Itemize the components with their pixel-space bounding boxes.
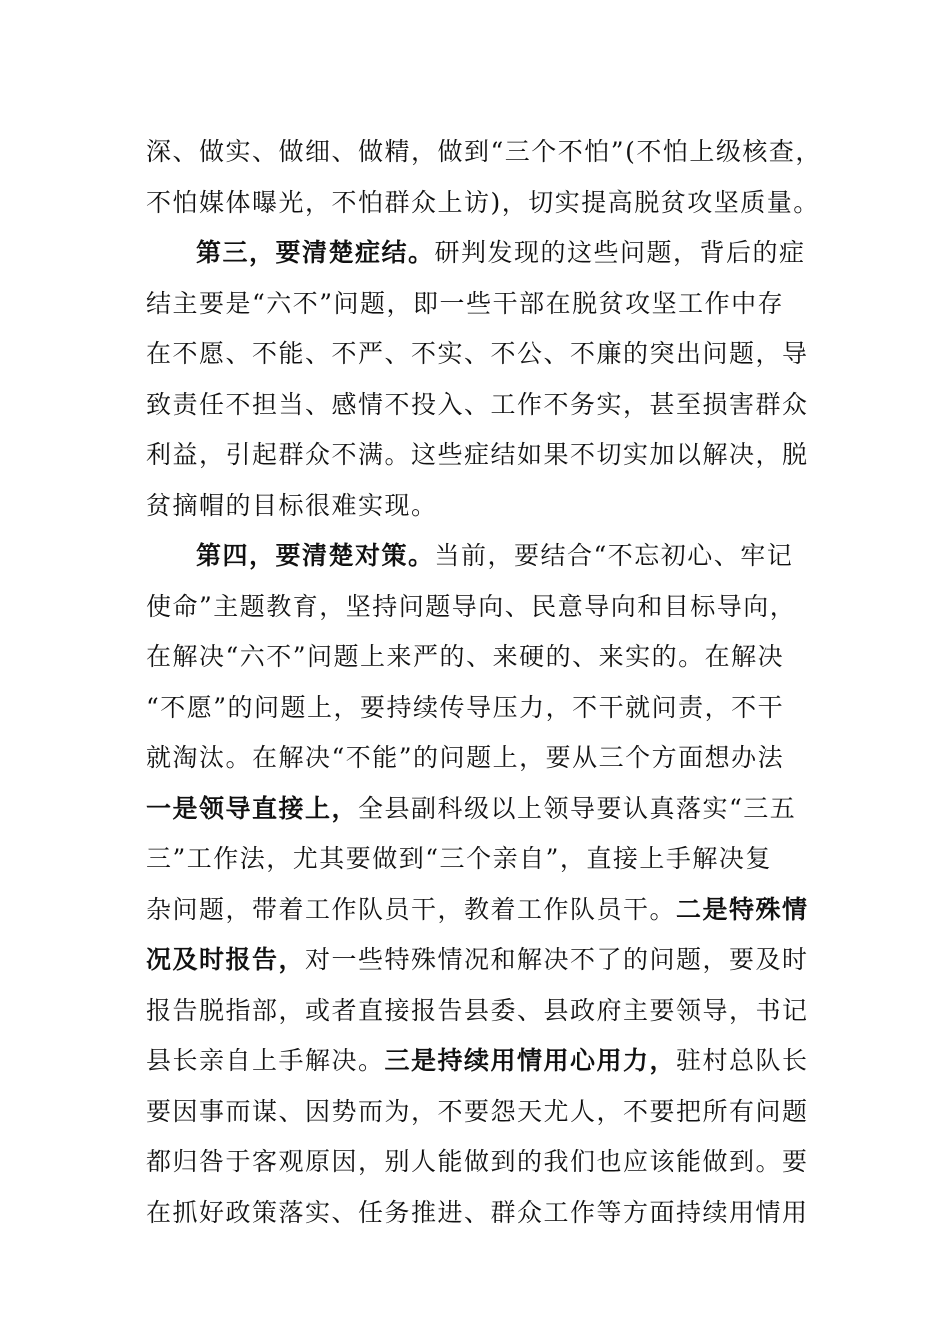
text-line: [146, 834, 806, 885]
text-segment: 对一些特殊情况和解决不了的问题，要及时: [305, 945, 809, 974]
text-line: [146, 683, 806, 734]
text-line: [146, 1188, 809, 1239]
text-line: [146, 531, 806, 582]
text-segment: 就淘汰。在解决“不能”的问题上，要从三个方面想办法: [146, 743, 785, 772]
text-segment: 使命”主题教育，坚持问题导向、民意导向和目标导向，: [146, 591, 797, 621]
text-segment: 都归咎于客观原因，别人能做到的我们也应该能做到。要: [146, 1147, 809, 1176]
text-line: [146, 481, 806, 532]
text-segment: 报告脱指部，或者直接报告县委、县政府主要领导，书记: [146, 995, 809, 1025]
text-segment: “不愿”的问题上，要持续传导压力，不干就问责，不干: [146, 692, 785, 722]
text-line: [146, 885, 809, 936]
text-line: [146, 380, 809, 431]
text-segment: 致责任不担当、感情不投入、工作不务实，甚至损害群众: [146, 389, 809, 419]
section-heading: 第三，要清楚症结。: [196, 238, 435, 267]
text-segment: 贫摘帽的目标很难实现。: [146, 490, 438, 520]
text-segment: 当前，要结合“不忘初心、牢记: [434, 541, 794, 570]
text-segment: 要因事而谋、因势而为，不要怨天尤人，不要把所有问题: [146, 1096, 809, 1126]
text-line: [146, 986, 809, 1037]
text-segment: 三”工作法，尤其要做到“三个亲自”，直接上手解决复: [146, 844, 772, 873]
text-segment: 深、做实、做细、做精，做到“三个不怕”(不怕上级核查，: [146, 137, 822, 166]
emphasis-phrase: 况及时报告，: [146, 945, 306, 974]
text-line: [146, 127, 822, 178]
text-line: [146, 632, 806, 683]
text-line: [146, 935, 809, 986]
emphasis-phrase: 三是持续用情用心用力，: [384, 1046, 677, 1075]
text-line: [146, 329, 809, 380]
text-line: [146, 1137, 809, 1188]
emphasis-phrase: 二是特殊情: [676, 894, 809, 924]
text-line: [146, 1087, 809, 1138]
emphasis-phrase: 一是领导直接上，: [146, 793, 359, 823]
text-segment: 利益，引起群众不满。这些症结如果不切实加以解决，脱: [146, 440, 809, 469]
text-segment: 驻村总队长: [676, 1046, 809, 1075]
text-segment: 研判发现的这些问题，背后的症: [434, 238, 806, 267]
text-line: [146, 178, 820, 229]
text-line: [146, 784, 806, 835]
text-line: [146, 582, 806, 633]
text-segment: 在不愿、不能、不严、不实、不公、不廉的突出问题，导: [146, 339, 809, 368]
text-line: [146, 228, 806, 279]
section-heading: 第四，要清楚对策。: [196, 541, 435, 570]
text-line: [146, 279, 806, 330]
text-segment: 在解决“六不”问题上来严的、来硬的、来实的。在解决: [146, 642, 785, 671]
text-segment: 在抓好政策落实、任务推进、群众工作等方面持续用情用: [146, 1197, 809, 1227]
body-text: [146, 127, 822, 1238]
text-segment: 全县副科级以上领导要认真落实“三五: [358, 793, 797, 823]
text-segment: 结主要是“六不”问题，即一些干部在脱贫攻坚工作中存: [146, 288, 785, 318]
text-line: [146, 733, 806, 784]
text-segment: 杂问题，带着工作队员干，教着工作队员干。: [146, 894, 677, 924]
text-segment: 县长亲自上手解决。: [146, 1046, 385, 1075]
text-line: [146, 1036, 809, 1087]
text-line: [146, 430, 809, 481]
text-segment: 不怕媒体曝光，不怕群众上访)，切实提高脱贫攻坚质量。: [146, 187, 820, 217]
